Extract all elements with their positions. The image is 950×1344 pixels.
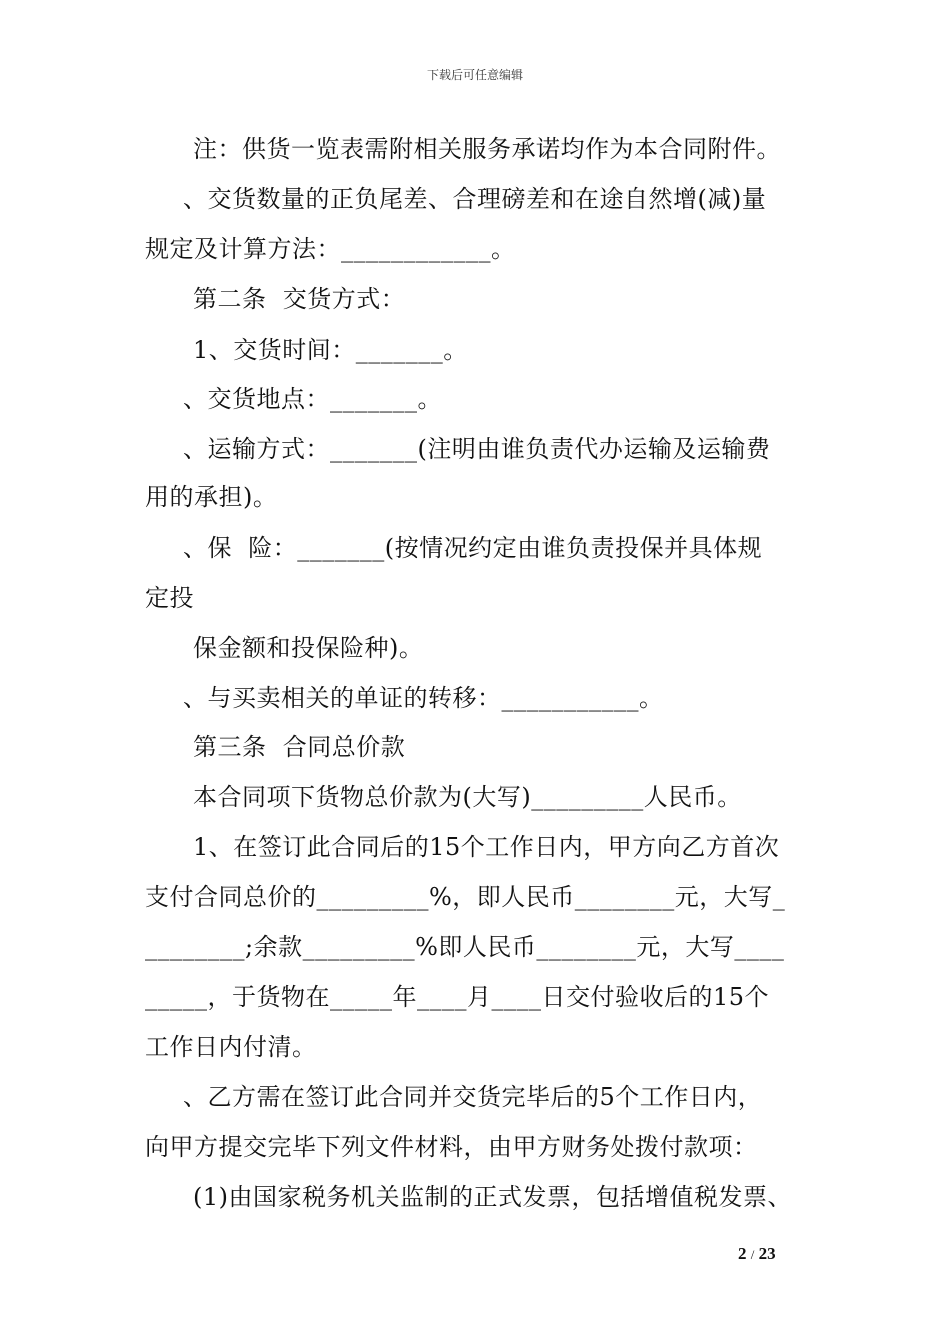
text-line: 1、在签订此合同后的15个工作日内，甲方向乙方首次 xyxy=(193,833,780,861)
page-current: 2 xyxy=(738,1244,747,1263)
text-line: 、交货地点：_______。 xyxy=(183,385,442,413)
text-line: 、交货数量的正负尾差、合理磅差和在途自然增(减)量 xyxy=(183,185,767,213)
text-line: 注：供货一览表需附相关服务承诺均作为本合同附件。 xyxy=(193,135,781,163)
page-number xyxy=(738,1244,776,1264)
text-line: 支付合同总价的_________%，即人民币________元，大写_ xyxy=(145,883,786,911)
page-separator: / xyxy=(750,1247,755,1262)
text-line: _____，于货物在_____年____月____日交付验收后的15个 xyxy=(145,983,770,1011)
text-line: (1)由国家税务机关监制的正式发票，包括增值税发票、 xyxy=(193,1183,792,1211)
text-line: 规定及计算方法：____________。 xyxy=(145,235,516,263)
text-line: 第二条 交货方式： xyxy=(193,285,406,313)
text-line: 向甲方提交完毕下列文件材料，由甲方财务处拨付款项： xyxy=(145,1133,758,1161)
text-line: ________;余款_________%即人民币________元，大写____ xyxy=(145,933,785,961)
text-line: 、乙方需在签订此合同并交货完毕后的5个工作日内， xyxy=(183,1083,763,1111)
text-line: 定投 xyxy=(145,584,194,612)
text-line: 用的承担)。 xyxy=(145,483,278,511)
page-total: 23 xyxy=(758,1244,776,1263)
text-line: 第三条 合同总价款 xyxy=(193,733,406,761)
text-line: 、运输方式：_______(注明由谁负责代办运输及运输费 xyxy=(183,435,771,463)
text-line: 、与买卖相关的单证的转移：___________。 xyxy=(183,684,664,712)
text-line: 工作日内付清。 xyxy=(145,1033,317,1061)
text-line: 1、交货时间：_______。 xyxy=(193,336,468,364)
text-line: 保金额和投保险种)。 xyxy=(193,634,424,662)
page-header: 下载后可任意编辑 xyxy=(426,68,523,82)
text-line: 本合同项下货物总价款为(大写)_________人民币。 xyxy=(193,783,742,811)
text-line: 、保 险：_______(按情况约定由谁负责投保并具体规 xyxy=(183,534,763,562)
